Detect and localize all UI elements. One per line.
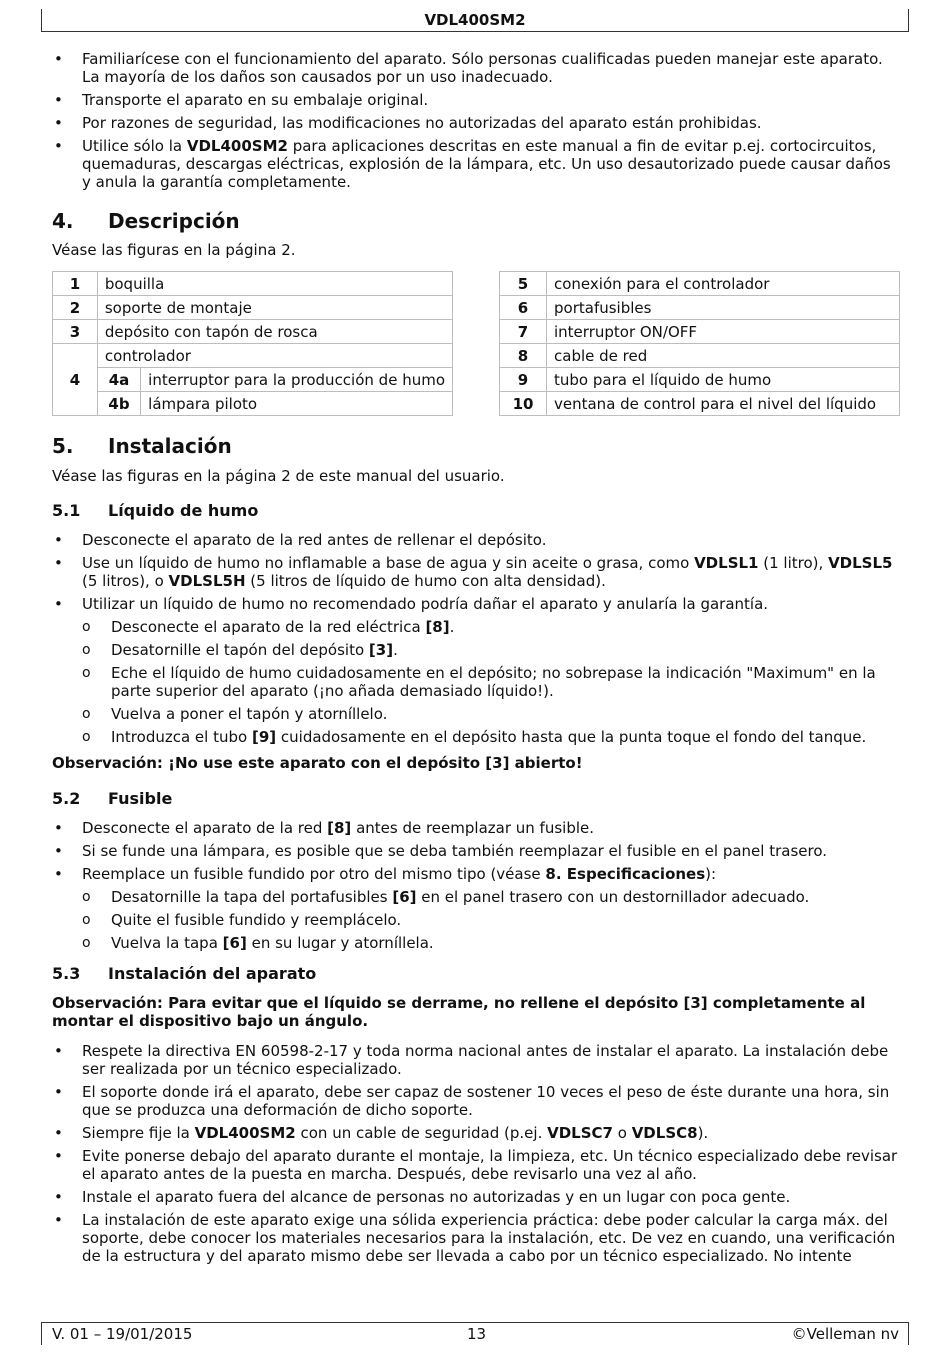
list-item [52,114,902,132]
subsection-number: 5.2 [52,789,81,808]
footer-page-number: 13 [467,1325,487,1343]
section-5-2-heading [52,789,902,809]
part-number: 10 [500,392,547,416]
fluid-note: Observación: ¡No use este aparato con el depósito [3] abierto! [52,754,583,772]
part-label: controlador [97,344,452,368]
sub-list-item [82,911,902,929]
text-run: Desconecte el aparato de la red eléctrica [111,618,426,636]
bullet-icon: • [54,1124,63,1142]
bullet-icon: o [82,706,91,722]
text-run: antes de reemplazar un fusible. [351,819,594,837]
bullet-icon: • [54,554,63,572]
bold-text: [8] [327,819,352,837]
fuse-bullet-list [52,819,902,883]
footer-version: V. 01 – 19/01/2015 [52,1325,193,1343]
bold-text: VDL400SM2 [194,1124,296,1142]
text-run: Vuelva a poner el tapón y atorníllelo. [111,705,388,723]
text-run: ). [697,1124,709,1142]
part-number: 4 [53,344,98,416]
text-run: Desconecte el aparato de la red antes de rellenar el depósito. [82,531,547,549]
part-number: 5 [500,272,547,296]
text-run: . [393,641,398,659]
section-5-1-heading [52,501,902,521]
table-row [500,320,900,344]
bold-text: [3] [368,641,394,659]
bold-text: [6] [222,934,247,952]
footer-copyright: ©Velleman nv [791,1325,899,1343]
part-number: 3 [53,320,98,344]
text-run: o [612,1124,632,1142]
part-label: depósito con tapón de rosca [97,320,452,344]
text-run: (1 litro), [758,554,829,572]
text-run: Vuelva la tapa [111,934,223,952]
section-5-3-heading [52,964,902,984]
bold-text: VDLSC7 [547,1124,613,1142]
header-title: VDL400SM2 [424,11,526,29]
list-item [52,1147,902,1183]
bold-text: VDLSL1 [694,554,759,572]
table-row [53,392,453,416]
bold-text: [9] [251,728,277,746]
bullet-icon: • [54,1211,63,1229]
bullet-icon: • [54,1042,63,1060]
text-run: Si se funde una lámpara, es posible que se deba también reemplazar el fusible en el panel trasero. [82,842,828,860]
text-run: ): [705,865,717,883]
bold-text: 8. Especificaciones [545,865,706,883]
bullet-icon: o [82,912,91,928]
bold-text: VDLSL5H [168,572,246,590]
section-title: Descripción [108,209,240,233]
subsection-title: Líquido de humo [108,501,259,520]
text-run: Por razones de seguridad, las modificaciones no autorizadas del aparato están prohibidas. [82,114,762,132]
fluid-steps-list [52,618,902,746]
section-4-intro: Véase las figuras en la página 2. [52,241,296,259]
part-label: boquilla [97,272,452,296]
list-item [52,1083,902,1119]
list-item [52,595,902,613]
text-run: Quite el fusible fundido y reemplácelo. [111,911,402,929]
section-number: 4. [52,209,74,233]
part-number: 1 [53,272,98,296]
bullet-icon: • [54,842,63,860]
bullet-icon: • [54,137,63,155]
parts-table-right [499,271,900,416]
text-run: Desconecte el aparato de la red [82,819,328,837]
sub-list-item [82,934,902,952]
table-row [500,344,900,368]
section-title: Instalación [108,434,232,458]
subsection-number: 5.3 [52,964,81,983]
bullet-icon: o [82,665,91,681]
list-item [52,554,902,590]
text-run: (5 litros), o [82,572,169,590]
list-item [52,1188,902,1206]
installation-bullet-list [52,1042,902,1265]
bullet-icon: • [54,1147,63,1165]
table-row [53,368,453,392]
part-label: portafusibles [547,296,900,320]
table-row [500,272,900,296]
text-run: Desatornille la tapa del portafusibles [111,888,393,906]
sub-list-item [82,641,902,659]
text-run: Instale el aparato fuera del alcance de personas no autorizadas y en un lugar con poca gente. [82,1188,791,1206]
text-run: Utilizar un líquido de humo no recomendado podría dañar el aparato y anularía la garantía. [82,595,769,613]
installation-note: Observación: Para evitar que el líquido se derrame, no rellene el depósito [3] completamente al montar el dispositivo bajo un ángulo. [52,994,866,1030]
list-item [52,865,902,883]
part-number: 8 [500,344,547,368]
section-5-intro: Véase las figuras en la página 2 de este manual del usuario. [52,467,505,485]
fuse-steps-list [52,888,902,952]
bullet-icon: • [54,595,63,613]
parts-tables [52,271,902,417]
part-number: 6 [500,296,547,320]
text-run: Siempre fije la [82,1124,195,1142]
list-item [52,1124,902,1142]
bullet-icon: • [54,114,63,132]
part-number: 9 [500,368,547,392]
page-header [41,9,909,32]
parts-table-left [52,271,453,416]
list-item [52,50,902,86]
part-label: tubo para el líquido de humo [547,368,900,392]
bold-text: [8] [425,618,450,636]
sub-list-item [82,728,902,746]
page-footer [41,1322,909,1345]
text-run: El soporte donde irá el aparato, debe ser capaz de sostener 10 veces el peso de éste durante una hora, sin que se produzca una deformación de dicho soporte. [82,1083,890,1119]
text-run: cuidadosamente en el depósito hasta que la punta toque el fondo del tanque. [276,728,867,746]
subsection-title: Fusible [108,789,173,808]
text-run: Desatornille el tapón del depósito [111,641,369,659]
text-run: para aplicaciones descritas en este manual a fin de evitar p.ej. cortocircuitos, quemaduras, descargas eléctricas, explosión de la lámpara, etc. Un uso desautorizado puede causar daños y anula la garantía completamente. [82,137,891,191]
part-label: ventana de control para el nivel del líquido [547,392,900,416]
table-row [53,320,453,344]
text-run: Introduzca el tubo [111,728,252,746]
part-number: 4a [97,368,140,392]
text-run: Eche el líquido de humo cuidadosamente en el depósito; no sobrepase la indicación "Maximum" en la parte superior del aparato (¡no añada demasiado líquido!). [111,664,876,700]
part-label: cable de red [547,344,900,368]
part-number: 4b [97,392,140,416]
part-number: 7 [500,320,547,344]
part-label: interruptor ON/OFF [547,320,900,344]
table-row [500,368,900,392]
bullet-icon: o [82,935,91,951]
bullet-icon: o [82,619,91,635]
part-number: 2 [53,296,98,320]
part-label: interruptor para la producción de humo [141,368,453,392]
fluid-bullet-list [52,531,902,613]
list-item [52,819,902,837]
section-4-heading [52,209,902,233]
subsection-number: 5.1 [52,501,81,520]
bullet-icon: • [54,50,63,68]
text-run: Familiarícese con el funcionamiento del aparato. Sólo personas cualificadas pueden manejar este aparato. La mayoría de los daños son causados por un uso inadecuado. [82,50,883,86]
part-label: soporte de montaje [97,296,452,320]
intro-bullet-list [52,50,902,191]
list-item [52,842,902,860]
text-run: Evite ponerse debajo del aparato durante el montaje, la limpieza, etc. Un técnico especializado debe revisar el aparato antes de la puesta en marcha. Después, debe revisarlo una vez al año. [82,1147,898,1183]
table-row [53,272,453,296]
page-content [52,50,902,1270]
table-row [500,296,900,320]
bold-text: VDLSL5 [828,554,893,572]
bullet-icon: o [82,889,91,905]
text-run: Utilice sólo la [82,137,187,155]
part-label: lámpara piloto [141,392,453,416]
part-label: conexión para el controlador [547,272,900,296]
bold-text: VDLSC8 [631,1124,698,1142]
bullet-icon: • [54,865,63,883]
sub-list-item [82,664,902,700]
table-row [53,296,453,320]
table-row [53,344,453,368]
list-item [52,91,902,109]
table-row [500,392,900,416]
subsection-title: Instalación del aparato [108,964,317,983]
text-run: Use un líquido de humo no inflamable a base de agua y sin aceite o grasa, como [82,554,695,572]
text-run: Transporte el aparato en su embalaje original. [82,91,429,109]
section-5-heading [52,434,902,458]
bullet-icon: • [54,91,63,109]
bold-text: VDL400SM2 [186,137,288,155]
text-run: . [449,618,455,636]
bullet-icon: • [54,819,63,837]
list-item [52,137,902,191]
bullet-icon: • [54,531,63,549]
text-run: La instalación de este aparato exige una sólida experiencia práctica: debe poder calcular la carga máx. del soporte, debe conocer los materiales necesarios para la instalación, etc. De vez en cuando, una verificación de la estructura y del aparato mismo debe ser llevada a cabo por un técnico especializado. No intente [82,1211,896,1265]
sub-list-item [82,888,902,906]
list-item [52,1211,902,1265]
bullet-icon: o [82,642,91,658]
text-run: en el panel trasero con un destornillador adecuado. [416,888,810,906]
text-run: Respete la directiva EN 60598-2-17 y toda norma nacional antes de instalar el aparato. La instalación debe ser realizada por un técnico especializado. [82,1042,889,1078]
bullet-icon: • [54,1188,63,1206]
bullet-icon: • [54,1083,63,1101]
bold-text: [6] [392,888,417,906]
text-run: (5 litros de líquido de humo con alta densidad). [245,572,606,590]
section-number: 5. [52,434,74,458]
text-run: Reemplace un fusible fundido por otro del mismo tipo (véase [82,865,546,883]
sub-list-item [82,705,902,723]
text-run: con un cable de seguridad (p.ej. [295,1124,548,1142]
bullet-icon: o [82,729,91,745]
list-item [52,1042,902,1078]
text-run: en su lugar y atorníllela. [246,934,434,952]
list-item [52,531,902,549]
sub-list-item [82,618,902,636]
